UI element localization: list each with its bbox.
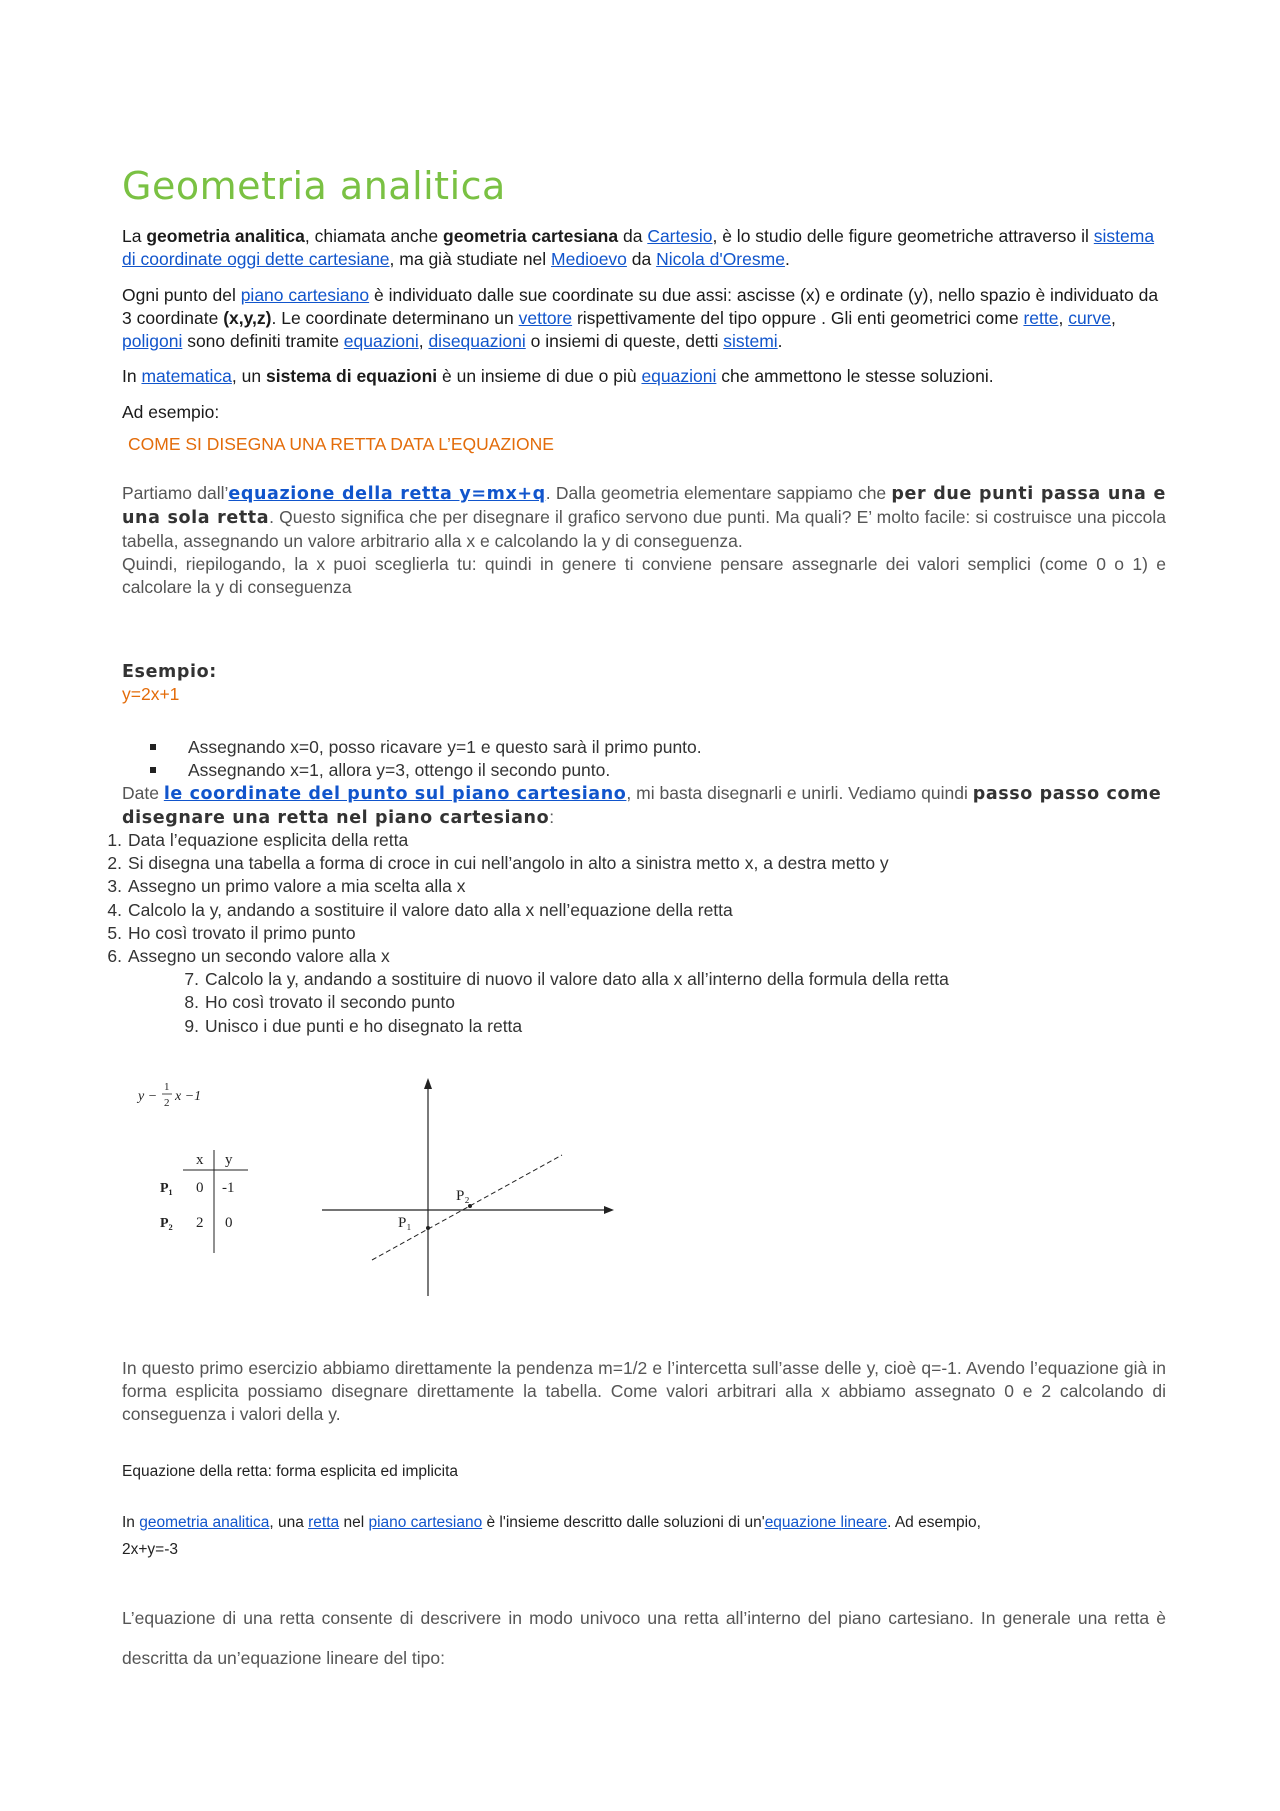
step-text: Assegno un primo valore a mia scelta alla x — [128, 876, 466, 897]
retta-definition — [122, 1509, 1166, 1563]
figure-eq-left: y − — [138, 1089, 158, 1104]
list-item — [78, 991, 949, 1014]
example-label — [122, 660, 1166, 684]
step-number: 7. — [184, 969, 199, 990]
bold-term: per due punti passa una e una sola retta — [122, 484, 1166, 528]
link-curve[interactable]: curve — [1068, 308, 1111, 328]
point-p1-label: P₁ — [398, 1215, 412, 1231]
text: è l'insieme descritto dalle soluzioni di un' — [482, 1514, 765, 1531]
step-number: 5. — [107, 922, 122, 943]
system-paragraph — [122, 365, 1166, 388]
bold-term: (x,y,z) — [223, 308, 272, 328]
link-sistema-coordinate[interactable]: sistema di coordinate oggi dette cartesiane — [122, 226, 1155, 269]
step-text: Si disegna una tabella a forma di croce in cui nell’angolo in alto a sinistra metto x, a destra metto y — [128, 853, 889, 874]
step-text: Ho così trovato il primo punto — [128, 922, 356, 943]
plotted-line — [372, 1155, 562, 1260]
closing-paragraph: L’equazione di una retta consente di descrivere in modo univoco una retta all’interno del piano cartesiano. In generale una retta è descritta da un’equazione lineare del tipo: — [122, 1608, 1166, 1668]
link-matematica[interactable]: matematica — [141, 366, 232, 386]
text: . Le coordinate determinano un — [271, 308, 519, 328]
link-geometria-analitica[interactable]: geometria analitica — [139, 1514, 270, 1531]
link-equazioni-2[interactable]: equazioni — [641, 366, 717, 386]
example-equation: y=2x+1 — [122, 684, 180, 704]
link-rette[interactable]: rette — [1023, 308, 1059, 328]
table-cell-x: 2 — [196, 1215, 204, 1231]
text: Partiamo dall’ — [122, 483, 229, 503]
table-cell-x: 0 — [196, 1180, 204, 1196]
section-heading: COME SI DISEGNA UNA RETTA DATA L’EQUAZIONE — [128, 434, 554, 454]
step-number: 2. — [107, 853, 122, 874]
link-retta[interactable]: retta — [308, 1514, 340, 1531]
table-cell-y: 0 — [225, 1215, 233, 1231]
text: o insiemi di queste, detti — [525, 331, 724, 351]
intro-paragraph — [122, 225, 1166, 271]
link-disequazioni[interactable]: disequazioni — [428, 331, 526, 351]
text: , — [1111, 308, 1116, 328]
text: che ammettono le stesse soluzioni. — [716, 366, 994, 386]
text: . Questo significa che per disegnare il grafico servono due punti. Ma quali? E’ molto facile: si costruisce una piccola tabella, assegnando un valore arbitrario alla x e calcolando la y di conseguenza. — [122, 507, 1166, 551]
link-vettore[interactable]: vettore — [518, 308, 573, 328]
link-cartesio[interactable]: Cartesio — [647, 226, 713, 246]
list-item — [78, 875, 949, 898]
text: , — [1058, 308, 1069, 328]
text: , è lo studio delle figure geometriche attraverso il — [712, 226, 1094, 246]
table-row-label: P₂ — [160, 1216, 173, 1231]
link-coordinate-punto[interactable]: le coordinate del punto sul piano cartesiano — [163, 784, 627, 804]
subsection-heading: Equazione della retta: forma esplicita ed implicita — [122, 1463, 459, 1480]
figure-frac-den: 2 — [164, 1097, 170, 1109]
link-poligoni[interactable]: poligoni — [122, 331, 183, 351]
text: Date — [122, 783, 164, 803]
line-equation-paragraph — [122, 482, 1166, 599]
list-item — [78, 968, 949, 991]
link-medioevo[interactable]: Medioevo — [551, 249, 627, 269]
list-item-text: Assegnando x=1, allora y=3, ottengo il secondo punto. — [188, 760, 611, 780]
bullet-list — [146, 736, 702, 782]
list-item — [78, 922, 949, 945]
bold-term: passo passo come disegnare una retta nel piano cartesiano — [122, 784, 1162, 828]
step-text: Ho così trovato il secondo punto — [205, 992, 456, 1013]
bold-term: sistema di equazioni — [265, 366, 438, 386]
step-text: Calcolo la y, andando a sostituire il valore dato alla x nell’equazione della retta — [128, 899, 733, 920]
step-text: Unisco i due punti e ho disegnato la retta — [205, 1015, 523, 1036]
text: , mi basta disegnarli e unirli. Vediamo quindi — [626, 783, 973, 803]
page-title: Geometria analitica — [122, 164, 506, 208]
step-text: Calcolo la y, andando a sostituire di nuovo il valore dato alla x all’interno della formula della retta — [205, 969, 949, 990]
text: Ogni punto del — [122, 285, 241, 305]
text: In — [122, 1514, 140, 1531]
link-equazioni[interactable]: equazioni — [343, 331, 419, 351]
text: rispettivamente del tipo oppure . Gli enti geometrici come — [572, 308, 1024, 328]
link-equazione-retta[interactable]: equazione della retta y=mx+q — [228, 484, 546, 504]
list-item — [146, 736, 702, 759]
text: . Ad esempio, — [887, 1514, 981, 1531]
list-item — [146, 759, 702, 782]
text: La — [122, 226, 147, 246]
step-text: Assegno un secondo valore alla x — [128, 946, 390, 967]
text: , una — [269, 1514, 309, 1531]
table-header-x: x — [196, 1152, 204, 1168]
bold-term: geometria analitica — [146, 226, 305, 246]
step-number: 8. — [184, 992, 199, 1013]
text: , ma già studiate nel — [389, 249, 552, 269]
text: . — [777, 331, 783, 351]
text: , — [418, 331, 429, 351]
text: . Dalla geometria elementare sappiamo che — [545, 483, 892, 503]
point-p2 — [468, 1204, 472, 1208]
text: da — [618, 226, 648, 246]
text: , un — [231, 366, 266, 386]
step-number: 9. — [184, 1015, 199, 1036]
step-number: 1. — [107, 830, 122, 850]
point-p1 — [426, 1226, 430, 1230]
figure-eq-right: x −1 — [175, 1089, 202, 1104]
list-item — [78, 945, 949, 968]
coordinates-intro — [122, 782, 1166, 830]
exercise-paragraph: In questo primo esercizio abbiamo direttamente la pendenza m=1/2 e l’intercetta sull’asse delle y, cioè q=-1. Avendo l’equazione già in forma esplicita possiamo disegnare direttamente la tabella. Come valori arbitrari alla x abbiamo assegnato 0 e 2 calcolando di conseguenza i valori della y. — [122, 1358, 1166, 1424]
table-cell-y: -1 — [222, 1180, 235, 1196]
example-label-text: Esempio: — [122, 662, 217, 682]
point-p2-label: P₂ — [456, 1188, 470, 1204]
list-item — [78, 829, 949, 852]
link-piano-cartesiano-2[interactable]: piano cartesiano — [368, 1514, 483, 1531]
bold-term: geometria cartesiana — [443, 226, 619, 246]
list-item — [78, 852, 949, 875]
line-figure — [130, 1070, 630, 1310]
step-number: 6. — [107, 946, 122, 967]
table-header-y: y — [225, 1152, 233, 1168]
link-equazione-lineare[interactable]: equazione lineare — [764, 1514, 888, 1531]
link-piano-cartesiano[interactable]: piano cartesiano — [240, 285, 370, 305]
text: . — [784, 249, 790, 269]
example-intro: Ad esempio: — [122, 402, 220, 422]
link-sistemi[interactable]: sistemi — [723, 331, 778, 351]
text: nel — [339, 1514, 369, 1531]
steps-list — [78, 829, 949, 1038]
text: sono definiti tramite — [182, 331, 344, 351]
table-row-label: P₁ — [160, 1181, 173, 1196]
step-number: 3. — [107, 876, 122, 897]
x-axis-arrow-icon — [604, 1206, 614, 1214]
text: da — [626, 249, 657, 269]
step-text: Data l’equazione esplicita della retta — [128, 830, 409, 850]
list-item-text: Assegnando x=0, posso ricavare y=1 e questo sarà il primo punto. — [188, 737, 702, 757]
figure-frac-num: 1 — [164, 1081, 170, 1093]
coordinates-paragraph — [122, 284, 1166, 353]
list-item — [78, 1015, 949, 1038]
bullet-icon — [150, 767, 156, 773]
example-equation: 2x+y=-3 — [122, 1541, 179, 1558]
text: , chiamata anche — [304, 226, 444, 246]
link-nicola-oresme[interactable]: Nicola d'Oresme — [656, 249, 785, 269]
bullet-icon — [150, 744, 156, 750]
text: In — [122, 366, 142, 386]
step-number: 4. — [107, 899, 122, 920]
y-axis-arrow-icon — [424, 1078, 432, 1089]
text: è individuato dalle sue coordinate su due assi: ascisse (x) e ordinate (y), nello spazio è individuato da 3 coordinate — [122, 285, 1159, 328]
text: : — [549, 807, 555, 827]
list-item — [78, 899, 949, 922]
text: è un insieme di due o più — [437, 366, 642, 386]
text: Quindi, riepilogando, la x puoi sceglierla tu: quindi in genere ti conviene pensare assegnarle dei valori semplici (come 0 o 1) e calcolare la y di conseguenza — [122, 554, 1166, 597]
